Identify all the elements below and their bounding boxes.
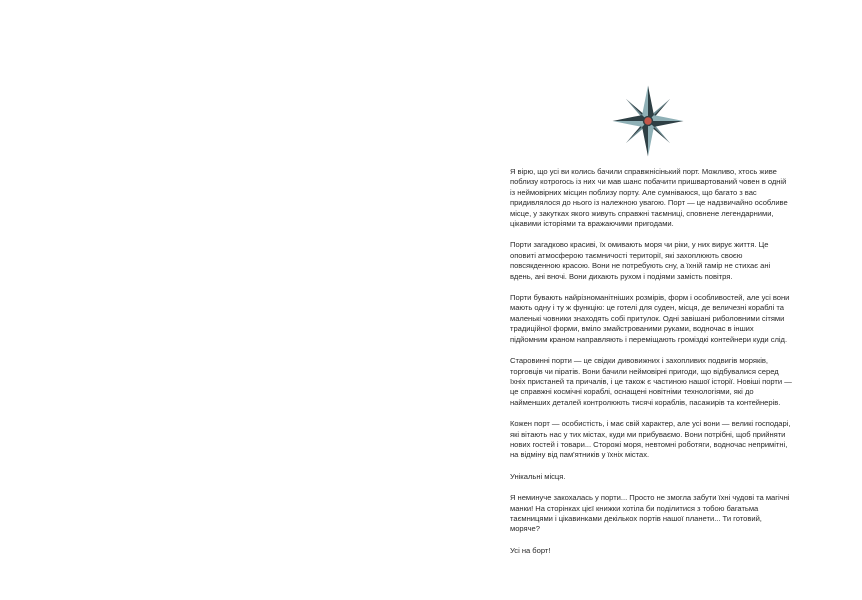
paragraph: Я неминуче закохалась у порти... Просто не змогла забути їхні чудові та магічні манки! На сторінках цієї книжки хотіла би поділитися з тобою багатьма таємницями і цікавинками декількох портів нашої планети... Ти готовий, моряче? xyxy=(510,493,790,534)
compass-rose-icon xyxy=(611,84,685,158)
paragraph: Усі на борт! xyxy=(510,545,551,555)
compass-center xyxy=(644,117,651,124)
paragraph: Порти загадково красиві, їх омивають моря чи ріки, у них вирує життя. Це оповиті атмосферою таємничості території, які захоплюють своєю повсякденною красою. Вони не потребують сну, а їхній гамір не стихає ані вдень, ані вночі. Вони дихають рухом і подіями замість повітря. xyxy=(510,240,771,281)
paragraph: Порти бувають найрізноманітніших розмірів, форм і особливостей, але усі вони мають одну і ту ж функцію: це готелі для суден, місця, де величезні кораблі та маленькі човники знаходять собі притулок. Одні завішані риболовними сітями традиційної форми, вміло змайстрованими руками, водночас в інших підйомним краном направляють і переміщають громіздкі контейнери куди слід. xyxy=(510,293,790,344)
paragraph: Кожен порт — особистість, і має свій характер, але усі вони — великі господарі, які вітають нас у тих містах, куди ми прибуваємо. Вони потрібні, щоб прийняти нових гостей і товари... Сторожі моря, невтомні роботяги, водночас непримітні, на відміну від пам'ятників у їхніх містах. xyxy=(510,419,791,460)
paragraph: Унікальні місця. xyxy=(510,471,566,481)
intro-text xyxy=(510,167,792,567)
paragraph: Старовинні порти — це свідки дивовижних і захопливих подвигів моряків, торговців чи піратів. Вони бачили неймовірні пригоди, що відбувалися серед їхніх пристаней та причалів, і це також є частиною нашої історії. Новіші порти — це справжні космічні кораблі, оснащені новітніми технологіями, які до найменших деталей контролюють тисячі кораблів, пасажирів та контейнерів. xyxy=(510,356,792,407)
paragraph: Я вірю, що усі ви колись бачили справжнісінький порт. Можливо, хтось живе поблизу котрогось із них чи мав шанс побачити пришвартований човен в одній із неймовірних місцин поблизу порту. Але сумніваюся, що багато з вас придивлялося до нього із належною увагою. Порт — це надзвичайно особливе місце, у закутках якого живуть справжні таємниці, сповнене легендарними, цікавими історіями та вражаючими пригодами. xyxy=(510,167,788,229)
